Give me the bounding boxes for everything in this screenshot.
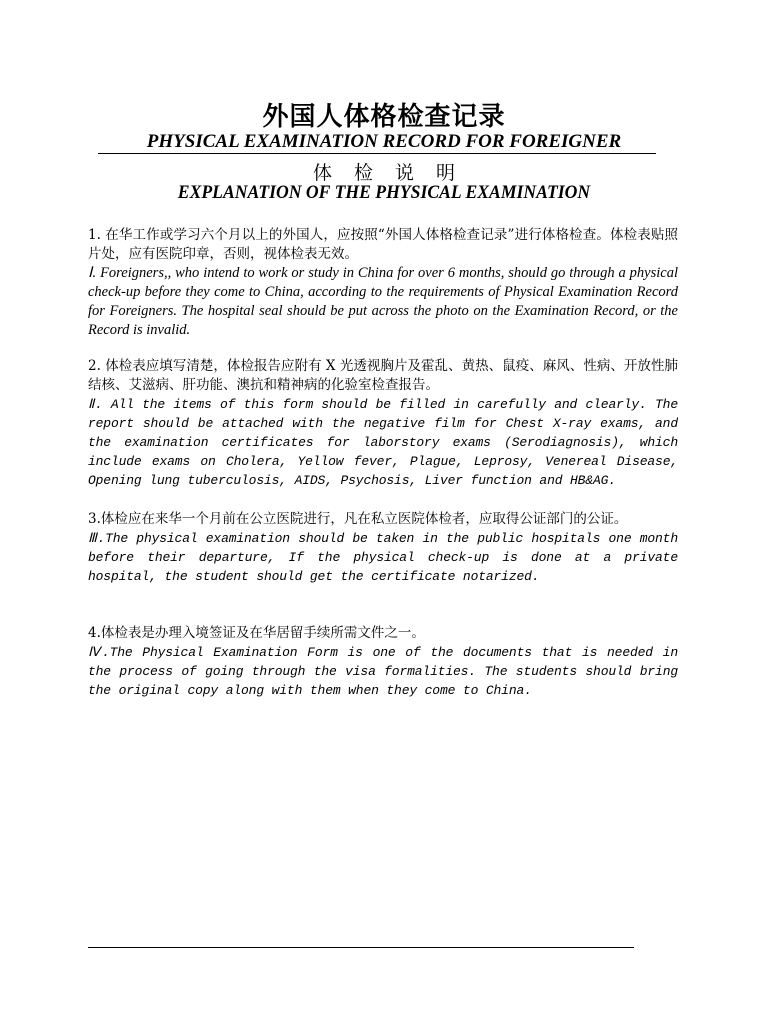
section-2-english: Ⅱ. All the items of this form should be filled in carefully and clearly. The report should be attached with the negative film for Chest X-ray exams, and the examination certificates for laborstory exams (Serodiagnosis), which include exams on Cholera, Yellow fever, Plague, Leprosy, Venereal Disease, Opening lung tuberculosis, AIDS, Psychosis, Liver function and HB&AG. <box>88 397 678 488</box>
section-3 <box>88 510 678 586</box>
title-underline <box>98 153 656 154</box>
section-1 <box>88 226 678 340</box>
section-1-english: Ⅰ. Foreigners,, who intend to work or study in China for over 6 months, should go through a physical check-up before they come to China, according to the requirements of Physical Examination Record for Foreigners. The hospital seal should be put across the photo on the Examination Record, or the Record is invalid. <box>88 265 678 338</box>
section-1-chinese: 1. 在华工作或学习六个月以上的外国人，应按照“外国人体格检查记录”进行体格检查。体检表贴照片处，应有医院印章，否则，视体检表无效。 <box>88 227 678 262</box>
section-4-chinese: 4.体检表是办理入境签证及在华居留手续所需文件之一。 <box>88 625 425 641</box>
section-2 <box>88 357 678 490</box>
subtitle-chinese-text: 体检说明 <box>312 162 477 184</box>
section-4-english: Ⅳ.The Physical Examination Form is one of the documents that is needed in the process of going through the visa formalities. The students should bring the original copy along with them when they come to China. <box>88 645 678 698</box>
section-2-chinese: 2. 体检表应填写清楚，体检报告应附有 X 光透视胸片及霍乱、黄热、鼠疫、麻风、性病、开放性肺结核、艾滋病、肝功能、澳抗和精神病的化验室检查报告。 <box>88 358 678 393</box>
subtitle-chinese <box>0 158 768 185</box>
section-4 <box>88 624 678 700</box>
section-3-english: Ⅲ.The physical examination should be taken in the public hospitals one month before their departure, If the physical check-up is done at a private hospital, the student should get the certificate notarized. <box>88 531 678 584</box>
section-3-chinese: 3.体检应在来华一个月前在公立医院进行，凡在私立医院体检者，应取得公证部门的公证。 <box>88 511 628 527</box>
subtitle-english: EXPLANATION OF THE PHYSICAL EXAMINATION <box>177 182 591 203</box>
footer-rule <box>88 947 634 948</box>
title-english: PHYSICAL EXAMINATION RECORD FOR FOREIGNER <box>146 131 622 152</box>
title-chinese: 外国人体格检查记录 <box>262 102 506 132</box>
